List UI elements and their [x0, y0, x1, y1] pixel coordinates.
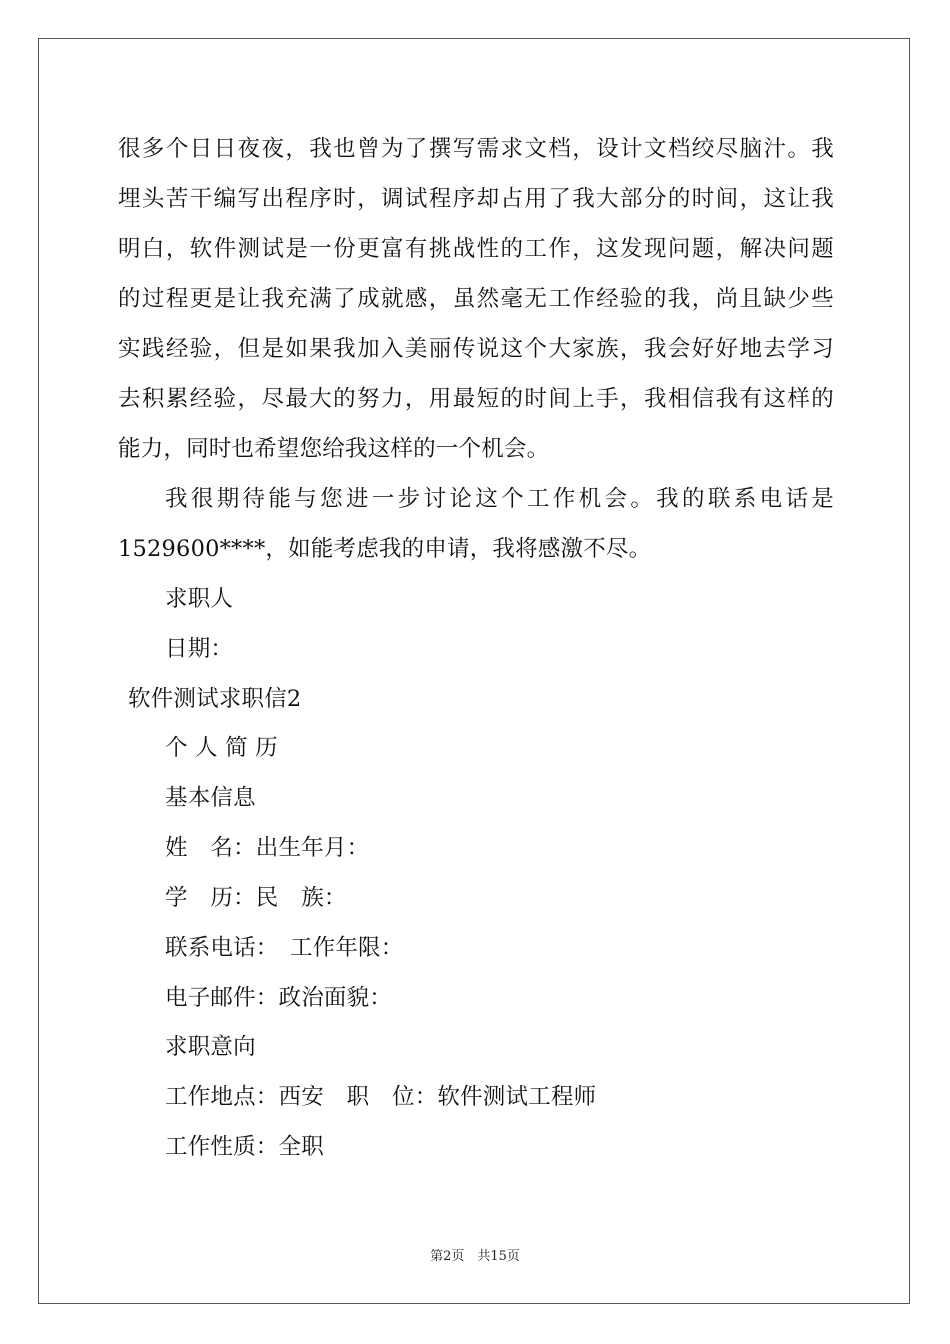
body-text-line: 1529600****，如能考虑我的申请，我将感激不尽。: [118, 536, 652, 562]
body-text-line: 明白，软件测试是一份更富有挑战性的工作，这发现问题，解决问题: [118, 236, 834, 262]
body-text-line: 我很期待能与您进一步讨论这个工作机会。我的联系电话是: [165, 486, 834, 512]
body-text-line: 很多个日日夜夜，我也曾为了撰写需求文档，设计文档绞尽脑汁。我: [118, 136, 834, 162]
page-number: 第2页 共15页: [430, 1249, 520, 1264]
page-border: [38, 38, 910, 1304]
body-text-line: 能力，同时也希望您给我这样的一个机会。: [118, 436, 550, 462]
resume-title: 个 人 简 历: [165, 735, 278, 761]
location-position-field: 工作地点：西安 职 位：软件测试工程师: [165, 1084, 597, 1110]
job-intention-heading: 求职意向: [165, 1034, 256, 1060]
body-text-line: 去积累经验，尽最大的努力，用最短的时间上手，我相信我有这样的: [118, 386, 834, 412]
job-nature-field: 工作性质：全职: [165, 1134, 324, 1160]
body-text-line: 实践经验，但是如果我加入美丽传说这个大家族，我会好好地去学习: [118, 336, 834, 362]
body-text-line: 埋头苦干编写出程序时，调试程序却占用了我大部分的时间，这让我: [118, 186, 834, 212]
name-birth-field: 姓 名：出生年月：: [165, 835, 370, 861]
applicant-label: 求职人: [165, 586, 234, 612]
basic-info-heading: 基本信息: [165, 785, 256, 811]
body-text-line: 的过程更是让我充满了成就感，虽然毫无工作经验的我，尚且缺少些: [118, 286, 834, 312]
section-title: 软件测试求职信2: [128, 686, 302, 712]
education-ethnicity-field: 学 历：民 族：: [165, 885, 347, 911]
date-label: 日期：: [165, 636, 234, 662]
email-political-field: 电子邮件：政治面貌：: [165, 985, 393, 1011]
phone-years-field: 联系电话： 工作年限：: [165, 935, 404, 961]
